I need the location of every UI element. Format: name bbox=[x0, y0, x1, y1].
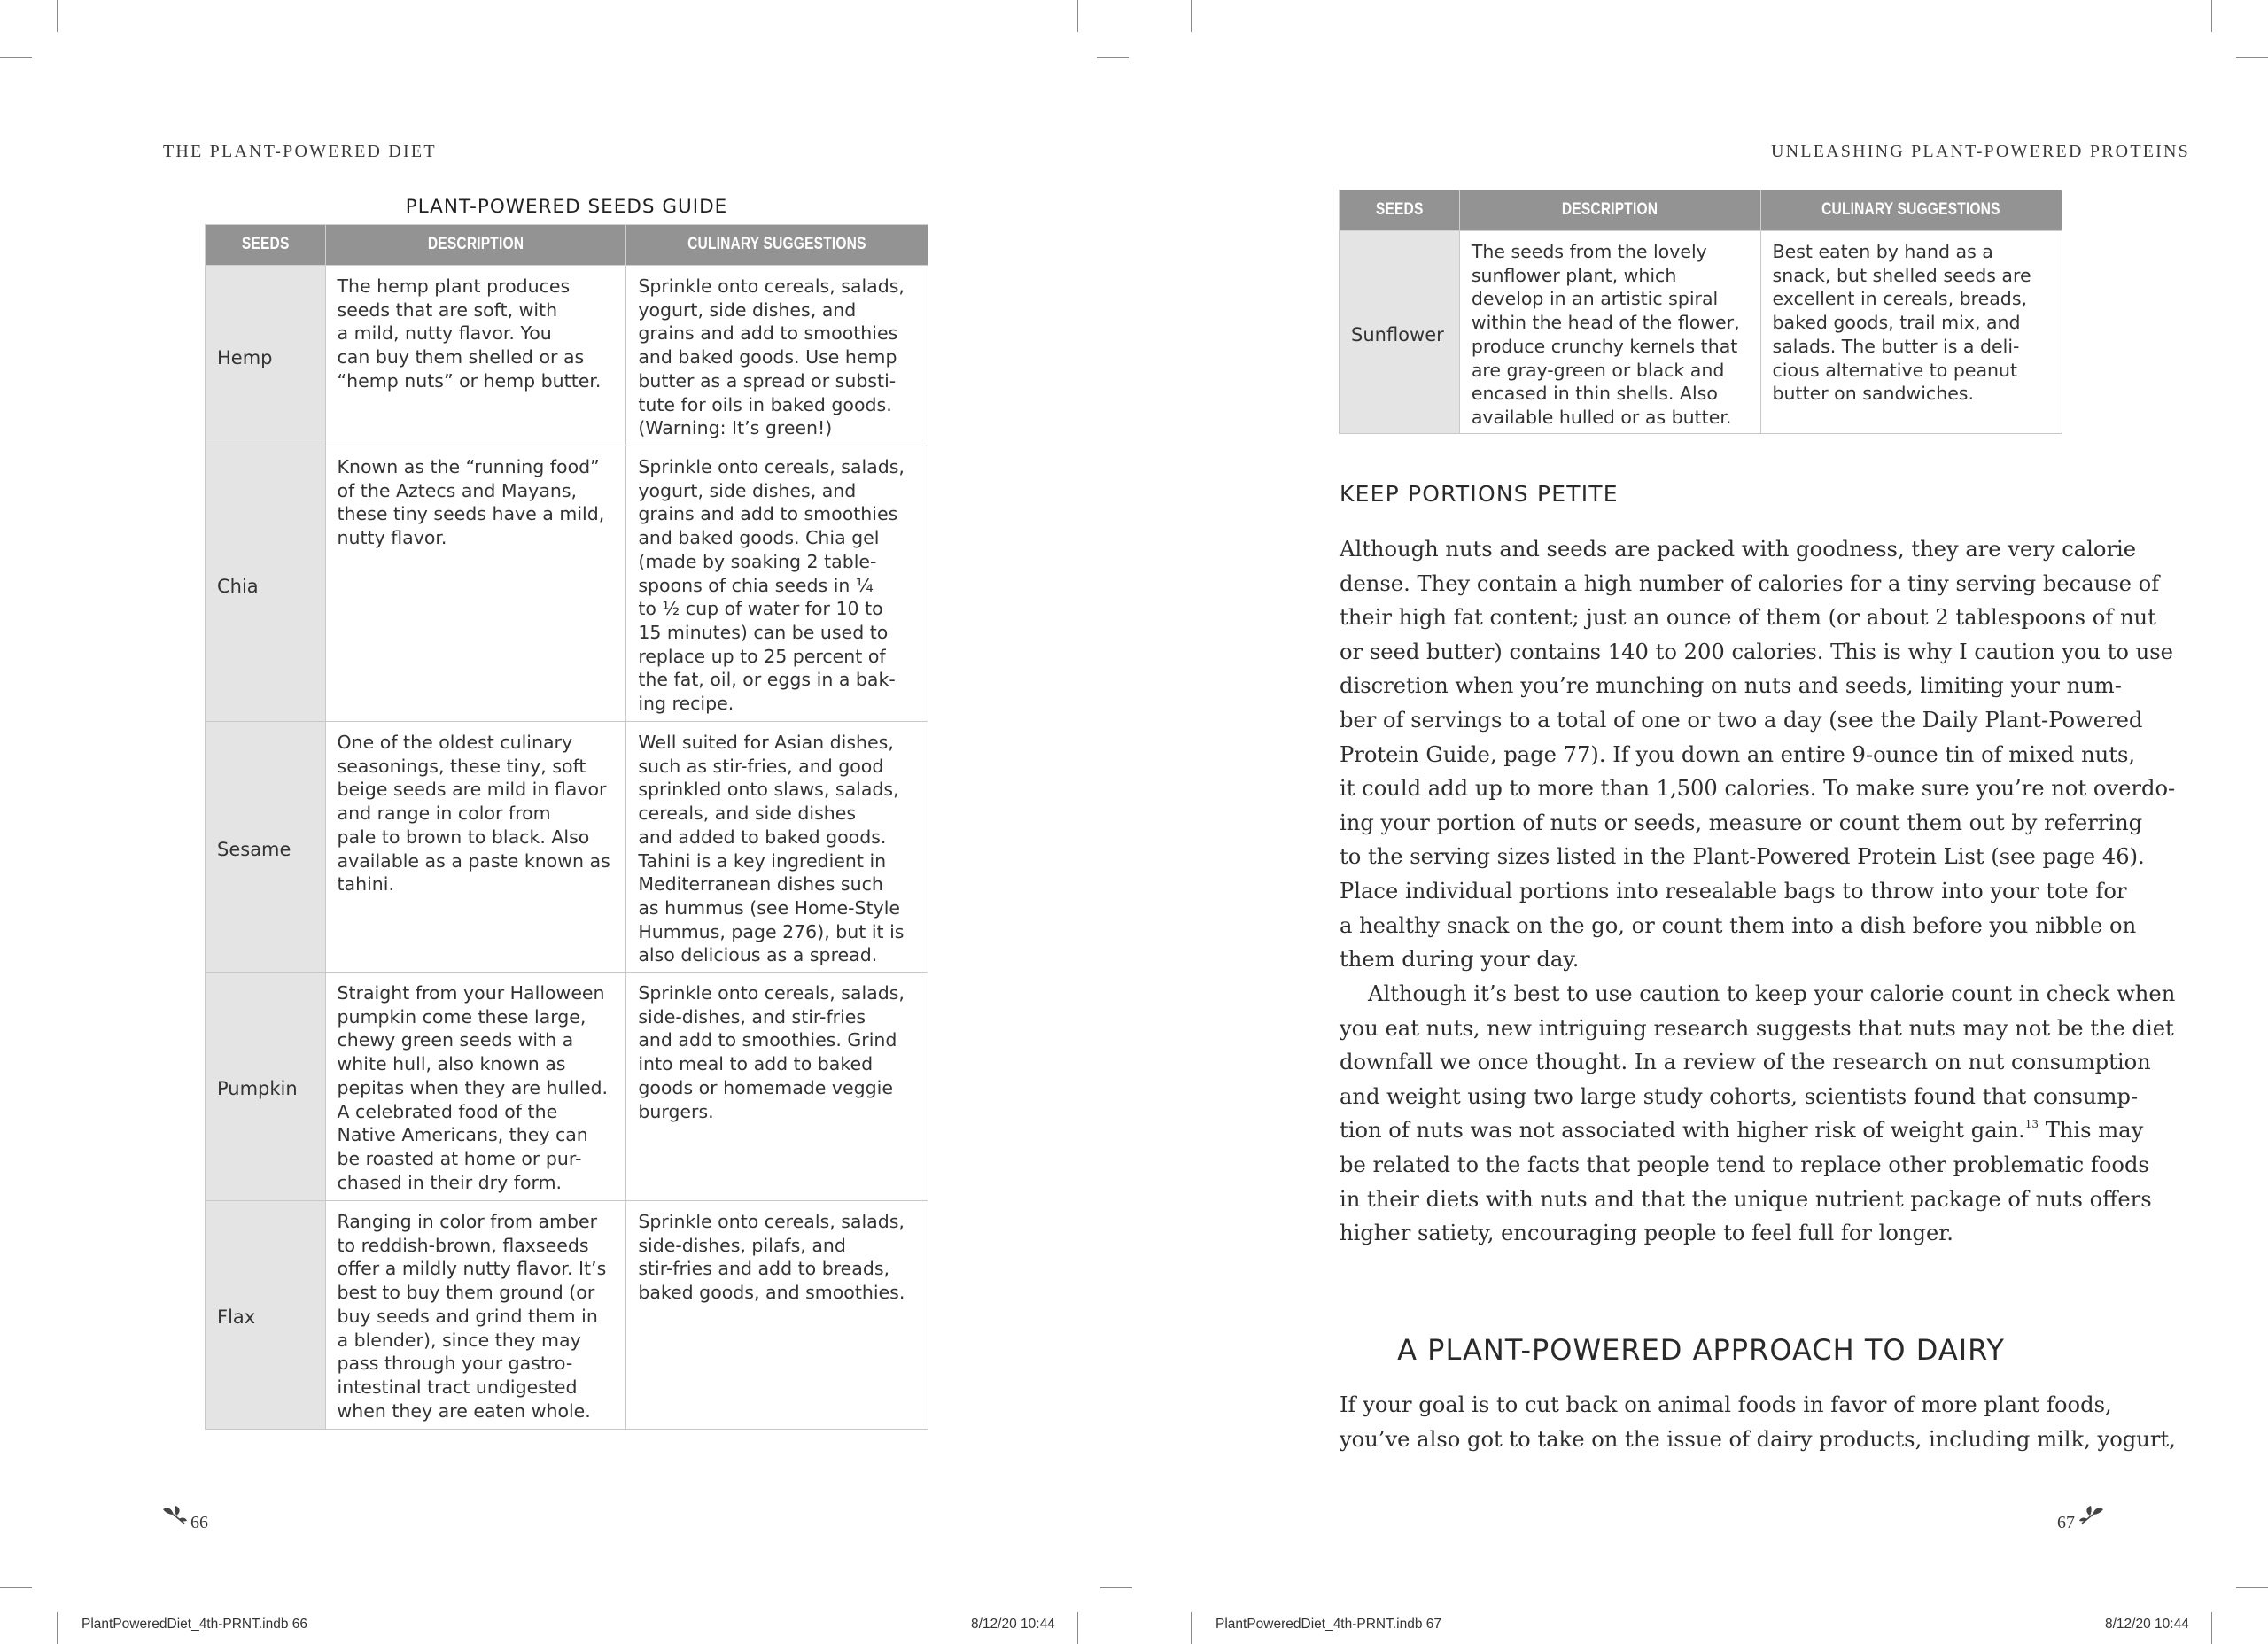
table-row bbox=[206, 266, 928, 446]
paragraph-line: If your goal is to cut back on animal foods in favor of more plant foods, bbox=[1340, 1392, 2112, 1417]
slug-file-info: PlantPoweredDiet_4th-PRNT.indb 66 bbox=[82, 1617, 308, 1632]
text-line: and added to baked goods. bbox=[638, 826, 887, 848]
table-header-row bbox=[206, 225, 928, 266]
text-line: chased in their dry form. bbox=[337, 1171, 563, 1193]
text-line: Sprinkle onto cereals, salads, bbox=[638, 1211, 905, 1232]
paragraph-line: Place individual portions into resealable bags to throw into your tote for bbox=[1340, 878, 2127, 903]
text-line: butter as a spread or substi- bbox=[638, 369, 897, 392]
text-line: as hummus (see Home-Style bbox=[638, 896, 901, 919]
description-cell bbox=[325, 266, 626, 446]
text-line: encased in thin shells. Also bbox=[1471, 383, 1718, 405]
text-line: snack, but shelled seeds are bbox=[1772, 264, 2031, 286]
seeds-guide-table bbox=[205, 224, 928, 1430]
heading-dairy: A PLANT-POWERED APPROACH TO DAIRY bbox=[1397, 1333, 2005, 1367]
slug-date: 8/12/20 10:44 bbox=[2105, 1617, 2189, 1632]
text-line: intestinal tract undigested bbox=[337, 1376, 578, 1398]
culinary-cell bbox=[626, 266, 928, 446]
paragraph-line: or seed butter) contains 140 to 200 calories. This is why I caution you to use bbox=[1340, 639, 2173, 664]
text-line: pale to brown to black. Also bbox=[337, 826, 590, 848]
header-seeds: SEEDS bbox=[206, 225, 326, 266]
paragraph-line: discretion when you’re munching on nuts and seeds, limiting your num- bbox=[1340, 673, 2122, 699]
paragraph-line: a healthy snack on the go, or count them into a dish before you nibble on bbox=[1340, 912, 2137, 938]
paragraph-line: downfall we once thought. In a review of the research on nut consumption bbox=[1340, 1050, 2151, 1075]
text-line: Hummus, page 276), but it is bbox=[638, 920, 905, 942]
paragraph-line: them during your day. bbox=[1340, 947, 1580, 973]
text-line: are gray-green or black and bbox=[1471, 359, 1725, 381]
crop-mark bbox=[1097, 57, 1129, 58]
text-line: A celebrated food of the bbox=[337, 1100, 558, 1122]
paragraph-line: Although it’s best to use caution to keep your calorie count in check when bbox=[1368, 981, 2176, 1006]
text-line: tute for oils in baked goods. bbox=[638, 393, 892, 415]
crop-mark bbox=[1077, 0, 1078, 32]
text-line: to ½ cup of water for 10 to bbox=[638, 598, 883, 620]
text-line: a mild, nutty flavor. You bbox=[337, 322, 552, 345]
text-line: ing recipe. bbox=[638, 693, 734, 715]
text-line: baked goods, and smoothies. bbox=[638, 1282, 905, 1304]
paragraph-line: be related to the facts that people tend to replace other problematic foods bbox=[1340, 1152, 2149, 1177]
header-culinary: CULINARY SUGGESTIONS bbox=[1760, 190, 2062, 231]
culinary-cell bbox=[626, 722, 928, 973]
culinary-cell bbox=[626, 446, 928, 722]
text-line: available hulled or as butter. bbox=[1471, 406, 1732, 428]
paragraph-line: tion of nuts was not associated with higher risk of weight gain.$^{13}$ This may bbox=[1340, 1118, 2144, 1144]
text-line: chewy green seeds with a bbox=[337, 1029, 574, 1051]
text-line: nutty flavor. bbox=[337, 527, 447, 549]
text-line: (made by soaking 2 table- bbox=[638, 550, 877, 572]
text-line: burgers. bbox=[638, 1100, 714, 1122]
text-line: pass through your gastro- bbox=[337, 1353, 573, 1375]
table-header-row bbox=[1340, 190, 2062, 231]
paragraph-line: ing your portion of nuts or seeds, measure or count them out by referring bbox=[1340, 810, 2143, 835]
seed-name-cell: Pumpkin bbox=[206, 973, 326, 1201]
text-line: within the head of the flower, bbox=[1471, 312, 1740, 334]
description-cell bbox=[325, 722, 626, 973]
text-line: Sprinkle onto cereals, salads, bbox=[638, 982, 905, 1004]
crop-mark bbox=[0, 1587, 32, 1588]
text-line: sunflower plant, which bbox=[1471, 264, 1677, 286]
culinary-cell bbox=[1760, 231, 2062, 434]
page-number: 67 bbox=[2057, 1513, 2075, 1532]
text-line: buy seeds and grind them in bbox=[337, 1305, 598, 1327]
text-line: to reddish-brown, flaxseeds bbox=[337, 1234, 589, 1256]
table-row bbox=[206, 722, 928, 973]
crop-mark bbox=[2236, 57, 2268, 58]
paragraph-line: you eat nuts, new intriguing research suggests that nuts may not be the diet bbox=[1340, 1015, 2174, 1041]
text-line: beige seeds are mild in flavor bbox=[337, 779, 607, 801]
table-title: PLANT-POWERED SEEDS GUIDE bbox=[405, 196, 728, 218]
culinary-cell bbox=[626, 973, 928, 1201]
text-line: stir-fries and add to breads, bbox=[638, 1258, 890, 1280]
text-line: can buy them shelled or as bbox=[337, 346, 585, 368]
header-culinary: CULINARY SUGGESTIONS bbox=[626, 225, 928, 266]
text-line: One of the oldest culinary bbox=[337, 732, 573, 753]
culinary-cell bbox=[626, 1201, 928, 1430]
crop-mark bbox=[2211, 1612, 2212, 1644]
text-line: The hemp plant produces bbox=[337, 275, 571, 297]
crop-mark bbox=[57, 0, 58, 32]
paragraph-line: higher satiety, encouraging people to feel full for longer. bbox=[1340, 1221, 1953, 1246]
text-line: into meal to add to baked bbox=[638, 1053, 874, 1075]
seed-name-cell: Chia bbox=[206, 446, 326, 722]
text-line: baked goods, trail mix, and bbox=[1772, 312, 2021, 334]
slug-file-info: PlantPoweredDiet_4th-PRNT.indb 67 bbox=[1216, 1617, 1442, 1632]
leaf-ornament-icon bbox=[161, 1504, 188, 1527]
paragraph-line: you’ve also got to take on the issue of dairy products, including milk, yogurt, bbox=[1340, 1426, 2176, 1452]
text-line: and baked goods. Use hemp bbox=[638, 346, 897, 368]
paragraph-line: it could add up to more than 1,500 calories. To make sure you’re not overdo- bbox=[1340, 776, 2176, 802]
description-cell bbox=[325, 446, 626, 722]
paragraph-line: Although nuts and seeds are packed with goodness, they are very calorie bbox=[1340, 537, 2137, 562]
paragraph-1 bbox=[1340, 532, 2176, 977]
seed-name-cell: Sesame bbox=[206, 722, 326, 973]
crop-mark bbox=[1077, 1612, 1078, 1644]
crop-mark bbox=[1191, 1612, 1192, 1644]
table-row bbox=[206, 446, 928, 722]
paragraph-line: Protein Guide, page 77). If you down an entire 9-ounce tin of mixed nuts, bbox=[1340, 741, 2136, 767]
text-line: seeds that are soft, with bbox=[337, 299, 558, 321]
table-row bbox=[206, 973, 928, 1201]
table-row bbox=[1340, 231, 2062, 434]
text-line: the fat, oil, or eggs in a bak- bbox=[638, 669, 896, 691]
text-line: Well suited for Asian dishes, bbox=[638, 732, 894, 753]
text-line: butter on sandwiches. bbox=[1772, 383, 1975, 405]
text-line: Native Americans, they can bbox=[337, 1124, 588, 1146]
text-line: a blender), since they may bbox=[337, 1329, 581, 1351]
text-line: seasonings, these tiny, soft bbox=[337, 755, 586, 777]
text-line: and range in color from bbox=[337, 803, 551, 825]
text-line: Straight from your Halloween bbox=[337, 982, 605, 1004]
subheading-keep-portions: KEEP PORTIONS PETITE bbox=[1340, 481, 1619, 507]
page-number: 66 bbox=[190, 1513, 208, 1532]
text-line: Ranging in color from amber bbox=[337, 1211, 598, 1232]
text-line: grains and add to smoothies bbox=[638, 503, 898, 525]
text-line: goods or homemade veggie bbox=[638, 1076, 893, 1098]
paragraph-line: to the serving sizes listed in the Plant-Powered Protein List (see page 46). bbox=[1340, 844, 2145, 870]
text-line: available as a paste known as bbox=[337, 849, 610, 872]
text-line: also delicious as a spread. bbox=[638, 944, 878, 966]
seed-name-cell: Sunflower bbox=[1340, 231, 1460, 434]
text-line: these tiny seeds have a mild, bbox=[337, 503, 605, 525]
text-line: replace up to 25 percent of bbox=[638, 645, 886, 667]
text-line: tahini. bbox=[337, 873, 395, 896]
text-line: The seeds from the lovely bbox=[1471, 241, 1707, 262]
text-line: (Warning: It’s green!) bbox=[638, 417, 833, 439]
running-head: THE PLANT-POWERED DIET bbox=[163, 142, 437, 161]
text-line: pepitas when they are hulled. bbox=[337, 1076, 609, 1098]
text-line: offer a mildly nutty flavor. It’s bbox=[337, 1258, 607, 1280]
paragraph-line: and weight using two large study cohorts, scientists found that consump- bbox=[1340, 1083, 2139, 1109]
footnote-reference: 13 bbox=[2024, 1118, 2039, 1131]
text-line: yogurt, side dishes, and bbox=[638, 299, 857, 321]
text-line: Best eaten by hand as a bbox=[1772, 241, 1993, 262]
description-cell bbox=[325, 1201, 626, 1430]
paragraph-line: dense. They contain a high number of calories for a tiny serving because of bbox=[1340, 570, 2160, 596]
leaf-ornament-icon bbox=[2078, 1504, 2105, 1527]
header-description: DESCRIPTION bbox=[325, 225, 626, 266]
description-cell bbox=[1459, 231, 1760, 434]
text-line: when they are eaten whole. bbox=[337, 1400, 591, 1422]
text-line: sprinkled onto slaws, salads, bbox=[638, 779, 899, 801]
crop-mark bbox=[0, 57, 32, 58]
description-cell bbox=[325, 973, 626, 1201]
text-line: develop in an artistic spiral bbox=[1471, 288, 1719, 310]
crop-mark bbox=[2236, 1587, 2268, 1588]
seed-name-cell: Flax bbox=[206, 1201, 326, 1430]
text-line: side-dishes, pilafs, and bbox=[638, 1234, 846, 1256]
text-line: Mediterranean dishes such bbox=[638, 873, 883, 896]
text-line: yogurt, side dishes, and bbox=[638, 479, 857, 501]
paragraph-line: in their diets with nuts and that the unique nutrient package of nuts offers bbox=[1340, 1186, 2152, 1212]
seed-name-cell: Hemp bbox=[206, 266, 326, 446]
crop-mark bbox=[57, 1612, 58, 1644]
paragraph-line: ber of servings to a total of one or two a day (see the Daily Plant-Powered bbox=[1340, 707, 2143, 733]
header-seeds: SEEDS bbox=[1340, 190, 1460, 231]
crop-mark bbox=[1100, 1587, 1132, 1588]
text-line: 15 minutes) can be used to bbox=[638, 621, 889, 643]
running-head: UNLEASHING PLANT-POWERED PROTEINS bbox=[1771, 142, 2190, 161]
text-line: cereals, and side dishes bbox=[638, 803, 857, 825]
crop-mark bbox=[2211, 0, 2212, 32]
text-line: side-dishes, and stir-fries bbox=[638, 1005, 866, 1028]
text-line: produce crunchy kernels that bbox=[1471, 335, 1738, 357]
text-line: and add to smoothies. Grind bbox=[638, 1029, 897, 1051]
text-line: “hemp nuts” or hemp butter. bbox=[337, 369, 602, 392]
table-row bbox=[206, 1201, 928, 1430]
paragraph-3 bbox=[1340, 1388, 2176, 1456]
text-line: salads. The butter is a deli- bbox=[1772, 335, 2020, 357]
header-description: DESCRIPTION bbox=[1459, 190, 1760, 231]
text-line: be roasted at home or pur- bbox=[337, 1147, 582, 1169]
paragraph-line: their high fat content; just an ounce of them (or about 2 tablespoons of nut bbox=[1340, 605, 2156, 631]
text-line: such as stir-fries, and good bbox=[638, 755, 884, 777]
crop-mark bbox=[1191, 0, 1192, 32]
text-line: Sprinkle onto cereals, salads, bbox=[638, 275, 905, 297]
text-line: Known as the “running food” bbox=[337, 456, 600, 477]
seeds-guide-table-continued bbox=[1339, 190, 2062, 434]
text-line: of the Aztecs and Mayans, bbox=[337, 479, 578, 501]
text-line: grains and add to smoothies bbox=[638, 322, 898, 345]
text-line: pumpkin come these large, bbox=[337, 1005, 586, 1028]
text-line: spoons of chia seeds in ¼ bbox=[638, 574, 874, 596]
text-line: best to buy them ground (or bbox=[337, 1282, 595, 1304]
text-line: Sprinkle onto cereals, salads, bbox=[638, 456, 905, 477]
text-line: excellent in cereals, breads, bbox=[1772, 288, 2028, 310]
text-line: cious alternative to peanut bbox=[1772, 359, 2018, 381]
text-line: white hull, also known as bbox=[337, 1053, 566, 1075]
text-line: Tahini is a key ingredient in bbox=[638, 849, 887, 872]
text-line: and baked goods. Chia gel bbox=[638, 527, 880, 549]
slug-date: 8/12/20 10:44 bbox=[971, 1617, 1055, 1632]
paragraph-2 bbox=[1340, 977, 2176, 1251]
